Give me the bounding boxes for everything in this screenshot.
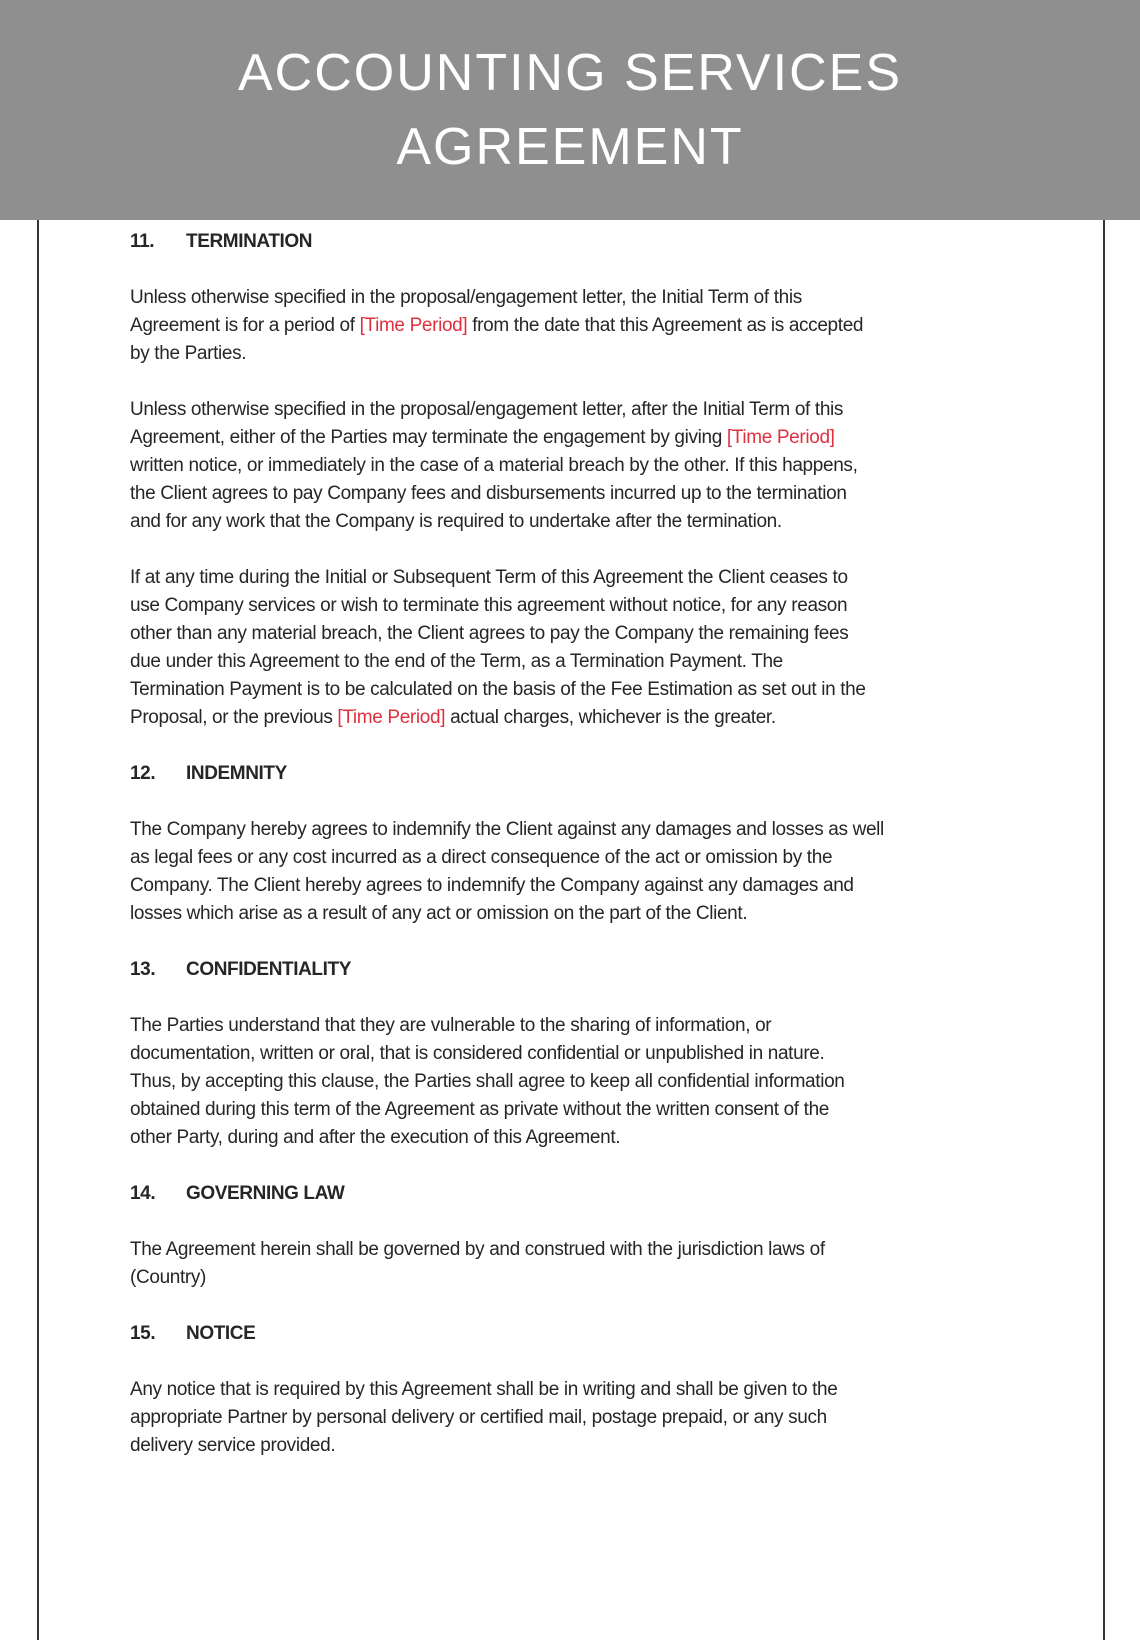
section-number: 14. (130, 1183, 156, 1204)
section-title: INDEMNITY (186, 763, 287, 784)
text-line (130, 1096, 1030, 1124)
title-banner (0, 0, 1140, 220)
title-line-1: ACCOUNTING SERVICES (237, 44, 903, 102)
text-line (130, 1040, 1030, 1068)
text-segment: losses which arise as a result of any act or omission on the part of the Client. (130, 903, 748, 924)
text-line (130, 1068, 1030, 1096)
text-segment: by the Parties. (130, 343, 247, 364)
text-line (130, 900, 1030, 928)
text-segment: Thus, by accepting this clause, the Parties shall agree to keep all confidential information (130, 1071, 845, 1092)
paragraph (130, 816, 1030, 928)
paragraph (130, 564, 1030, 732)
text-segment: delivery service provided. (130, 1435, 336, 1456)
text-line (130, 592, 1030, 620)
section-number: 11. (130, 231, 155, 252)
text-segment: The Agreement herein shall be governed by and construed with the jurisdiction laws of (130, 1239, 825, 1260)
section-number: 13. (130, 959, 156, 980)
text-line (130, 704, 1030, 732)
text-segment: actual charges, whichever is the greater. (445, 707, 776, 728)
section-heading (130, 1320, 1030, 1348)
text-segment: other than any material breach, the Client agrees to pay the Company the remaining fees (130, 623, 849, 644)
section-number: 12. (130, 763, 156, 784)
placeholder-field: [Time Period] (359, 315, 468, 336)
text-line (130, 564, 1030, 592)
text-line (130, 620, 1030, 648)
text-line (130, 452, 1030, 480)
placeholder-field: [Time Period] (726, 427, 835, 448)
text-segment: Company. The Client hereby agrees to indemnify the Company against any damages and (130, 875, 854, 896)
text-segment: the Client agrees to pay Company fees and disbursements incurred up to the termination (130, 483, 847, 504)
text-segment: Agreement, either of the Parties may terminate the engagement by giving (130, 427, 727, 448)
text-line (130, 424, 1030, 452)
section-title: TERMINATION (186, 231, 313, 252)
text-segment: The Company hereby agrees to indemnify the Client against any damages and losses as well (130, 819, 884, 840)
text-line (130, 816, 1030, 844)
text-segment: Any notice that is required by this Agreement shall be in writing and shall be given to the (130, 1379, 838, 1400)
text-segment: appropriate Partner by personal delivery or certified mail, postage prepaid, or any such (130, 1407, 827, 1428)
paragraph (130, 284, 1030, 368)
placeholder-field: [Time Period] (337, 707, 446, 728)
text-segment: Agreement is for a period of (130, 315, 360, 336)
text-segment: The Parties understand that they are vulnerable to the sharing of information, or (130, 1015, 772, 1036)
text-segment: Termination Payment is to be calculated on the basis of the Fee Estimation as set out in the (130, 679, 866, 700)
text-line (130, 340, 1030, 368)
text-segment: other Party, during and after the execution of this Agreement. (130, 1127, 621, 1148)
paragraph (130, 1376, 1030, 1460)
text-line (130, 1012, 1030, 1040)
document-body (130, 228, 1030, 1488)
text-segment: from the date that this Agreement as is accepted (467, 315, 864, 336)
text-segment: Unless otherwise specified in the proposal/engagement letter, the Initial Term of this (130, 287, 802, 308)
text-line (130, 676, 1030, 704)
section-heading (130, 1180, 1030, 1208)
text-line (130, 1124, 1030, 1152)
section-heading (130, 956, 1030, 984)
section-heading (130, 228, 1030, 256)
paragraph (130, 396, 1030, 536)
paragraph (130, 1012, 1030, 1152)
text-segment: as legal fees or any cost incurred as a direct consequence of the act or omission by the (130, 847, 833, 868)
text-line (130, 312, 1030, 340)
section-title: CONFIDENTIALITY (186, 959, 351, 980)
text-line (130, 648, 1030, 676)
section-title: GOVERNING LAW (186, 1183, 345, 1204)
text-line (130, 1236, 1030, 1264)
text-line (130, 1404, 1030, 1432)
title-line-2: AGREEMENT (396, 118, 744, 176)
text-line (130, 872, 1030, 900)
section-number: 15. (130, 1323, 156, 1344)
text-segment: If at any time during the Initial or Subsequent Term of this Agreement the Client ceases to (130, 567, 848, 588)
text-line (130, 284, 1030, 312)
text-segment: use Company services or wish to terminate this agreement without notice, for any reason (130, 595, 848, 616)
text-line (130, 1432, 1030, 1460)
text-segment: documentation, written or oral, that is considered confidential or unpublished in nature. (130, 1043, 825, 1064)
section-heading (130, 760, 1030, 788)
text-segment: written notice, or immediately in the case of a material breach by the other. If this happens, (130, 455, 858, 476)
text-segment: obtained during this term of the Agreement as private without the written consent of the (130, 1099, 830, 1120)
text-segment: (Country) (130, 1267, 207, 1288)
text-segment: and for any work that the Company is required to undertake after the termination. (130, 511, 782, 532)
text-line (130, 1376, 1030, 1404)
text-line (130, 396, 1030, 424)
text-segment: Proposal, or the previous (130, 707, 338, 728)
text-segment: due under this Agreement to the end of the Term, as a Termination Payment. The (130, 651, 783, 672)
paragraph (130, 1236, 1030, 1292)
section-title: NOTICE (186, 1323, 256, 1344)
text-line (130, 480, 1030, 508)
text-line (130, 1264, 1030, 1292)
text-segment: Unless otherwise specified in the proposal/engagement letter, after the Initial Term of this (130, 399, 844, 420)
text-line (130, 844, 1030, 872)
text-line (130, 508, 1030, 536)
